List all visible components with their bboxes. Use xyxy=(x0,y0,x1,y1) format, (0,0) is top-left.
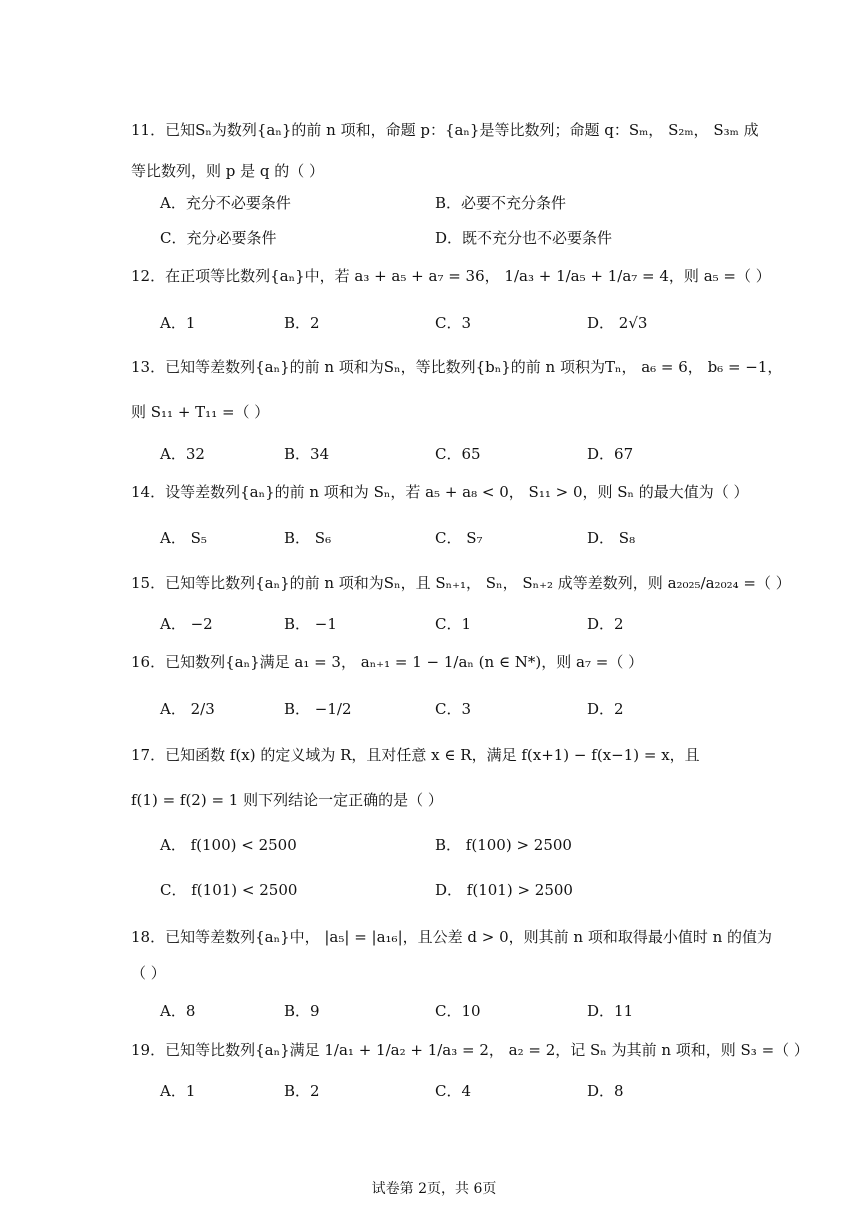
q14-option-d: D． S₈ xyxy=(587,529,636,547)
q17-option-b: B． f(100) > 2500 xyxy=(435,836,572,854)
q16-option-c: C．3 xyxy=(435,700,472,718)
q14-option-b: B． S₆ xyxy=(284,529,332,547)
q19-option-c: C．4 xyxy=(435,1082,472,1100)
q19-option-d: D．8 xyxy=(587,1082,624,1100)
q19-option-a: A．1 xyxy=(160,1082,196,1100)
q12-option-d: D． 2√3 xyxy=(587,314,648,332)
q18-option-c: C．10 xyxy=(435,1002,481,1020)
q13-option-d: D．67 xyxy=(587,445,634,463)
question-11-line-2: 等比数列，则 p 是 q 的（ ） xyxy=(131,162,325,180)
question-17-line-2: f(1) = f(2) = 1 则下列结论一定正确的是（ ） xyxy=(131,791,443,809)
question-18-line-1: 18．已知等差数列{aₙ}中， |a₅| = |a₁₆|，且公差 d > 0，则其前 n 项和取得最小值时 n 的值为 xyxy=(131,928,773,946)
q15-option-d: D．2 xyxy=(587,615,624,633)
page-footer: 试卷第 2页，共 6页 xyxy=(371,1181,497,1197)
q13-option-c: C．65 xyxy=(435,445,481,463)
question-18-line-2: （ ） xyxy=(131,964,166,982)
question-13-line-2: 则 S₁₁ + T₁₁ =（ ） xyxy=(131,403,270,421)
question-15-line-1: 15．已知等比数列{aₙ}的前 n 项和为Sₙ，且 Sₙ₊₁， Sₙ， Sₙ₊₂ 成等差数列，则 a₂₀₂₅/a₂₀₂₄ =（ ） xyxy=(131,574,791,592)
q16-option-a: A． 2/3 xyxy=(160,700,215,718)
q19-option-b: B．2 xyxy=(284,1082,320,1100)
q12-option-b: B．2 xyxy=(284,314,320,332)
question-16-line-1: 16．已知数列{aₙ}满足 a₁ = 3， aₙ₊₁ = 1 − 1/aₙ (n ∈ N*)，则 a₇ =（ ） xyxy=(131,653,644,671)
q15-option-c: C．1 xyxy=(435,615,472,633)
q14-option-a: A． S₅ xyxy=(160,529,207,547)
q15-option-a: A． −2 xyxy=(160,615,213,633)
q11-option-a: A．充分不必要条件 xyxy=(160,194,291,212)
question-11-line-1: 11．已知Sₙ为数列{aₙ}的前 n 项和，命题 p：{aₙ}是等比数列；命题 q：Sₘ， S₂ₘ， S₃ₘ 成 xyxy=(131,121,759,139)
q17-option-c: C． f(101) < 2500 xyxy=(160,881,298,899)
q18-option-b: B．9 xyxy=(284,1002,320,1020)
q16-option-b: B． −1/2 xyxy=(284,700,352,718)
q11-option-d: D．既不充分也不必要条件 xyxy=(435,229,613,247)
q14-option-c: C． S₇ xyxy=(435,529,483,547)
q15-option-b: B． −1 xyxy=(284,615,337,633)
q12-option-a: A．1 xyxy=(160,314,196,332)
question-17-line-1: 17．已知函数 f(x) 的定义域为 R，且对任意 x ∈ R，满足 f(x+1) − f(x−1) = x，且 xyxy=(131,746,700,764)
q18-option-a: A．8 xyxy=(160,1002,196,1020)
q12-option-c: C．3 xyxy=(435,314,472,332)
q11-option-c: C．充分必要条件 xyxy=(160,229,277,247)
q17-option-a: A． f(100) < 2500 xyxy=(160,836,297,854)
q13-option-a: A．32 xyxy=(160,445,205,463)
q11-option-b: B．必要不充分条件 xyxy=(435,194,567,212)
question-13-line-1: 13．已知等差数列{aₙ}的前 n 项和为Sₙ，等比数列{bₙ}的前 n 项积为Tₙ， a₆ = 6， b₆ = −1， xyxy=(131,358,783,376)
q18-option-d: D．11 xyxy=(587,1002,634,1020)
question-19-line-1: 19．已知等比数列{aₙ}满足 1/a₁ + 1/a₂ + 1/a₃ = 2， a₂ = 2，记 Sₙ 为其前 n 项和，则 S₃ =（ ） xyxy=(131,1041,809,1059)
q16-option-d: D．2 xyxy=(587,700,624,718)
question-12-line-1: 12．在正项等比数列{aₙ}中，若 a₃ + a₅ + a₇ = 36， 1/a₃ + 1/a₅ + 1/a₇ = 4，则 a₅ =（ ） xyxy=(131,267,771,285)
q13-option-b: B．34 xyxy=(284,445,330,463)
question-14-line-1: 14．设等差数列{aₙ}的前 n 项和为 Sₙ，若 a₅ + a₈ < 0， S₁₁ > 0，则 Sₙ 的最大值为（ ） xyxy=(131,483,749,501)
q17-option-d: D． f(101) > 2500 xyxy=(435,881,573,899)
